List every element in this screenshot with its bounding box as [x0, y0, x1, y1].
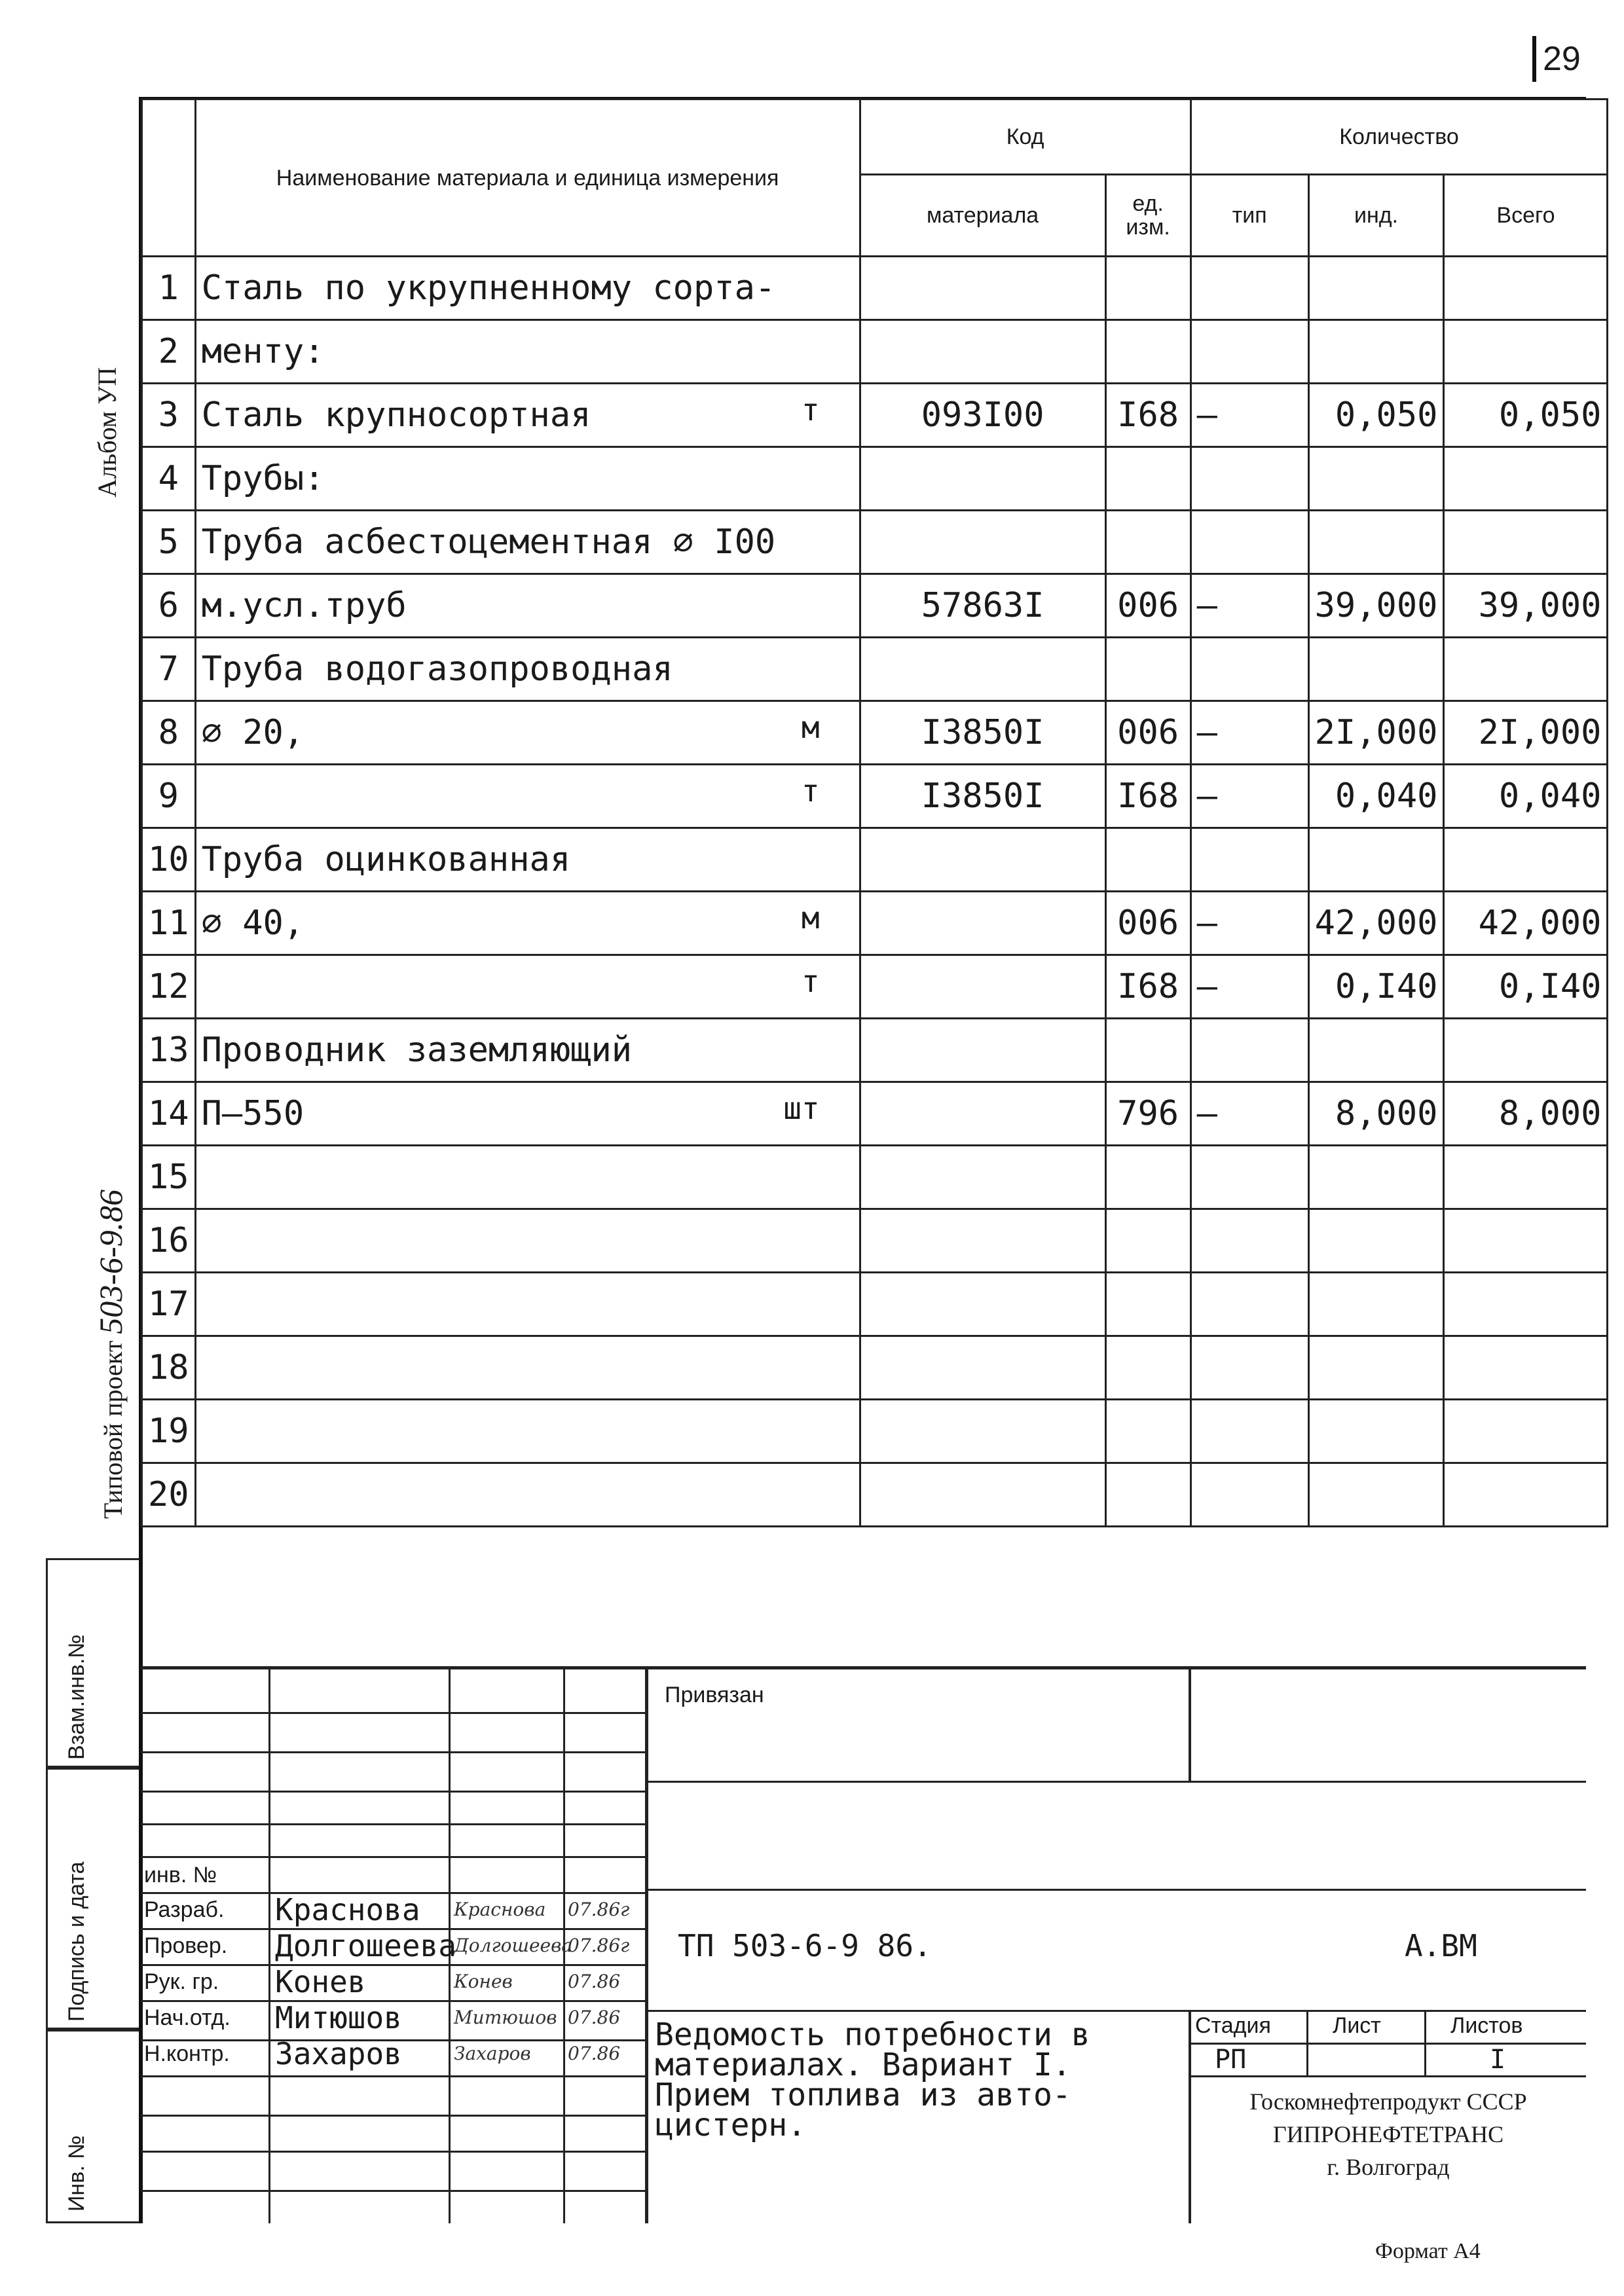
row-total: 0,050 [1444, 384, 1608, 447]
row-ed [1105, 1336, 1190, 1400]
role-date: 07.86 [568, 2007, 621, 2028]
table-row [142, 1146, 1608, 1209]
row-ind [1308, 828, 1444, 892]
row-name: м.усл.труб [195, 574, 860, 638]
row-code [860, 447, 1105, 511]
role-signature: Митюшов [454, 2007, 557, 2028]
title-block [141, 1666, 1586, 2223]
role-date: 07.86г [568, 1935, 630, 1956]
stage-value: РП [1215, 2045, 1247, 2075]
row-ed: 006 [1105, 892, 1190, 955]
row-number: 2 [142, 320, 196, 384]
row-tip [1190, 1336, 1308, 1400]
row-code [860, 1209, 1105, 1273]
header-blank [142, 100, 196, 257]
row-ind [1308, 1273, 1444, 1336]
row-tip: – [1190, 892, 1308, 955]
table-row [142, 1019, 1608, 1082]
role-signature: Краснова [454, 1899, 546, 1920]
row-code [860, 1082, 1105, 1146]
row-code: I3850I [860, 765, 1105, 828]
row-ed: I68 [1105, 765, 1190, 828]
row-total: 0,I40 [1444, 955, 1608, 1019]
strip-inv-no: Инв. № [46, 2030, 141, 2223]
row-unit: м [801, 710, 820, 745]
row-tip [1190, 1209, 1308, 1273]
role-label: Н.контр. [144, 2041, 230, 2066]
row-name: Сталь по укрупненному сорта- [195, 257, 860, 320]
row-name [195, 765, 860, 828]
row-name [195, 955, 860, 1019]
row-total [1444, 1273, 1608, 1336]
row-code [860, 638, 1105, 701]
row-ind [1308, 1400, 1444, 1463]
row-number: 6 [142, 574, 196, 638]
row-name: менту: [195, 320, 860, 384]
project-label: Типовой проект 503-6-9.86 [92, 1189, 129, 1519]
header-code: Код [860, 100, 1190, 175]
row-tip [1190, 1400, 1308, 1463]
row-total [1444, 320, 1608, 384]
role-signature: Конев [454, 1971, 513, 1992]
strip-replace-inv: Взам.инв.№ [46, 1558, 141, 1768]
row-code [860, 955, 1105, 1019]
row-unit: м [801, 900, 820, 936]
row-name [195, 1209, 860, 1273]
inv-label: инв. № [144, 1863, 217, 1887]
row-code [860, 1400, 1105, 1463]
row-number: 5 [142, 511, 196, 574]
row-total [1444, 1400, 1608, 1463]
row-number: 7 [142, 638, 196, 701]
table-row [142, 384, 1608, 447]
row-unit: т [801, 392, 820, 428]
row-tip [1190, 1273, 1308, 1336]
row-number: 3 [142, 384, 196, 447]
row-number: 9 [142, 765, 196, 828]
row-total: 8,000 [1444, 1082, 1608, 1146]
row-number: 20 [142, 1463, 196, 1527]
row-ind [1308, 447, 1444, 511]
role-label: Нач.отд. [144, 2005, 231, 2030]
role-date: 07.86 [568, 2043, 621, 2064]
table-row [142, 1336, 1608, 1400]
row-code [860, 1463, 1105, 1527]
table-row [142, 320, 1608, 384]
row-total [1444, 1019, 1608, 1082]
row-ed [1105, 257, 1190, 320]
row-name: Проводник заземляющий [195, 1019, 860, 1082]
header-q-total: Всего [1444, 175, 1608, 257]
row-name: Труба оцинкованная [195, 828, 860, 892]
row-unit: т [801, 773, 820, 809]
row-name: П–550 шт [195, 1082, 860, 1146]
row-ind [1308, 1146, 1444, 1209]
row-tip [1190, 1463, 1308, 1527]
row-number: 8 [142, 701, 196, 765]
row-tip [1190, 447, 1308, 511]
table-row [142, 892, 1608, 955]
doc-mark: А.ВМ [1405, 1928, 1477, 1963]
row-total [1444, 447, 1608, 511]
sheets-value: I [1490, 2045, 1506, 2075]
linked-label: Привязан [665, 1683, 764, 1707]
row-code: 093I00 [860, 384, 1105, 447]
row-code [860, 511, 1105, 574]
role-signature: Захаров [454, 2043, 531, 2064]
row-code: I3850I [860, 701, 1105, 765]
row-number: 12 [142, 955, 196, 1019]
row-number: 13 [142, 1019, 196, 1082]
table-row [142, 257, 1608, 320]
row-total: 39,000 [1444, 574, 1608, 638]
row-code [860, 1273, 1105, 1336]
row-name [195, 1463, 860, 1527]
row-name: ∅ 40, м [195, 892, 860, 955]
row-ed: 006 [1105, 574, 1190, 638]
row-ed [1105, 1400, 1190, 1463]
row-name: ∅ 20, м [195, 701, 860, 765]
role-name: Краснова [275, 1892, 420, 1927]
row-unit: шт [783, 1091, 820, 1126]
doc-code: ТП 503-6-9 86. [678, 1928, 932, 1963]
table-row [142, 955, 1608, 1019]
row-total [1444, 1146, 1608, 1209]
role-name: Митюшов [275, 2000, 402, 2035]
row-ed [1105, 511, 1190, 574]
row-unit: т [801, 964, 820, 999]
row-number: 14 [142, 1082, 196, 1146]
row-name [195, 1273, 860, 1336]
doc-title: Ведомость потребности в материалах. Вариант I. Прием топлива из авто- цистерн. [655, 2016, 1090, 2143]
row-ed: 796 [1105, 1082, 1190, 1146]
row-tip [1190, 257, 1308, 320]
row-code [860, 320, 1105, 384]
row-ed [1105, 1463, 1190, 1527]
row-name [195, 1336, 860, 1400]
row-tip: – [1190, 384, 1308, 447]
row-code [860, 828, 1105, 892]
row-tip: – [1190, 765, 1308, 828]
row-tip: – [1190, 1082, 1308, 1146]
header-quantity: Количество [1190, 100, 1608, 175]
row-tip [1190, 828, 1308, 892]
row-code [860, 1019, 1105, 1082]
row-ed [1105, 1146, 1190, 1209]
organization: Госкомнефтепродукт СССР ГИПРОНЕФТЕТРАНС г. Волгоград [1249, 2088, 1527, 2180]
row-number: 10 [142, 828, 196, 892]
table-row [142, 447, 1608, 511]
row-ed [1105, 1209, 1190, 1273]
table-row [142, 828, 1608, 892]
row-total [1444, 1209, 1608, 1273]
row-total [1444, 828, 1608, 892]
row-total [1444, 511, 1608, 574]
table-row [142, 574, 1608, 638]
table-row [142, 638, 1608, 701]
row-ind [1308, 1019, 1444, 1082]
row-total [1444, 1463, 1608, 1527]
table-row [142, 1209, 1608, 1273]
sheet-label: Лист [1333, 2013, 1381, 2038]
row-ind: 39,000 [1308, 574, 1444, 638]
row-name [195, 1400, 860, 1463]
row-ind: 0,I40 [1308, 955, 1444, 1019]
row-name: Труба водогазопроводная [195, 638, 860, 701]
row-ed [1105, 638, 1190, 701]
table-row [142, 511, 1608, 574]
format-label: Формат А4 [1375, 2239, 1481, 2263]
row-ed [1105, 1273, 1190, 1336]
row-tip: – [1190, 574, 1308, 638]
row-ind [1308, 638, 1444, 701]
role-label: Рук. гр. [144, 1969, 219, 1994]
table-row [142, 1082, 1608, 1146]
table-row [142, 1273, 1608, 1336]
row-number: 18 [142, 1336, 196, 1400]
header-code-unit: ед. изм. [1105, 175, 1190, 257]
row-number: 15 [142, 1146, 196, 1209]
row-ed: I68 [1105, 384, 1190, 447]
row-ed: 006 [1105, 701, 1190, 765]
row-number: 17 [142, 1273, 196, 1336]
row-code [860, 257, 1105, 320]
row-tip [1190, 320, 1308, 384]
row-name: Трубы: [195, 447, 860, 511]
materials-table [141, 98, 1608, 1527]
row-name: Сталь крупносортная т [195, 384, 860, 447]
row-ind: 0,050 [1308, 384, 1444, 447]
role-date: 07.86г [568, 1899, 630, 1920]
row-total [1444, 257, 1608, 320]
table-row [142, 1463, 1608, 1527]
role-label: Провер. [144, 1933, 228, 1958]
stage-label: Стадия [1195, 2013, 1271, 2038]
row-number: 4 [142, 447, 196, 511]
row-number: 19 [142, 1400, 196, 1463]
role-name: Захаров [275, 2036, 402, 2071]
role-date: 07.86 [568, 1971, 621, 1992]
row-number: 11 [142, 892, 196, 955]
header-q-type: тип [1190, 175, 1308, 257]
row-tip [1190, 511, 1308, 574]
row-name [195, 1146, 860, 1209]
row-ind [1308, 1336, 1444, 1400]
row-ind: 2I,000 [1308, 701, 1444, 765]
row-ed [1105, 1019, 1190, 1082]
row-ind [1308, 511, 1444, 574]
album-label: Альбом УП [92, 367, 122, 498]
sheets-label: Листов [1450, 2013, 1523, 2038]
row-code: 57863I [860, 574, 1105, 638]
header-name: Наименование материала и единица измерения [195, 100, 860, 257]
row-code [860, 1146, 1105, 1209]
row-number: 16 [142, 1209, 196, 1273]
row-ed [1105, 828, 1190, 892]
strip-signature-date: Подпись и дата [46, 1768, 141, 2030]
row-total [1444, 1336, 1608, 1400]
row-total [1444, 638, 1608, 701]
header-code-material: материала [860, 175, 1105, 257]
row-ed [1105, 320, 1190, 384]
row-ind [1308, 257, 1444, 320]
row-ind: 42,000 [1308, 892, 1444, 955]
sheet-number: 29 [1532, 36, 1581, 82]
row-code [860, 1336, 1105, 1400]
row-tip: – [1190, 955, 1308, 1019]
row-ed: I68 [1105, 955, 1190, 1019]
row-tip: – [1190, 701, 1308, 765]
row-ind: 8,000 [1308, 1082, 1444, 1146]
row-ind [1308, 1463, 1444, 1527]
row-name: Труба асбестоцементная ∅ I00 [195, 511, 860, 574]
role-name: Конев [275, 1964, 366, 1999]
row-code [860, 892, 1105, 955]
row-total: 0,040 [1444, 765, 1608, 828]
row-ind [1308, 320, 1444, 384]
row-number: 1 [142, 257, 196, 320]
row-tip [1190, 1019, 1308, 1082]
row-tip [1190, 638, 1308, 701]
role-label: Разраб. [144, 1897, 225, 1922]
row-tip [1190, 1146, 1308, 1209]
table-row [142, 701, 1608, 765]
row-ind [1308, 1209, 1444, 1273]
row-ind: 0,040 [1308, 765, 1444, 828]
row-total: 42,000 [1444, 892, 1608, 955]
role-name: Долгошеева [275, 1928, 456, 1963]
role-signature: Долгошеева [454, 1935, 573, 1956]
header-q-ind: инд. [1308, 175, 1444, 257]
table-row [142, 1400, 1608, 1463]
table-row [142, 765, 1608, 828]
row-ed [1105, 447, 1190, 511]
row-total: 2I,000 [1444, 701, 1608, 765]
